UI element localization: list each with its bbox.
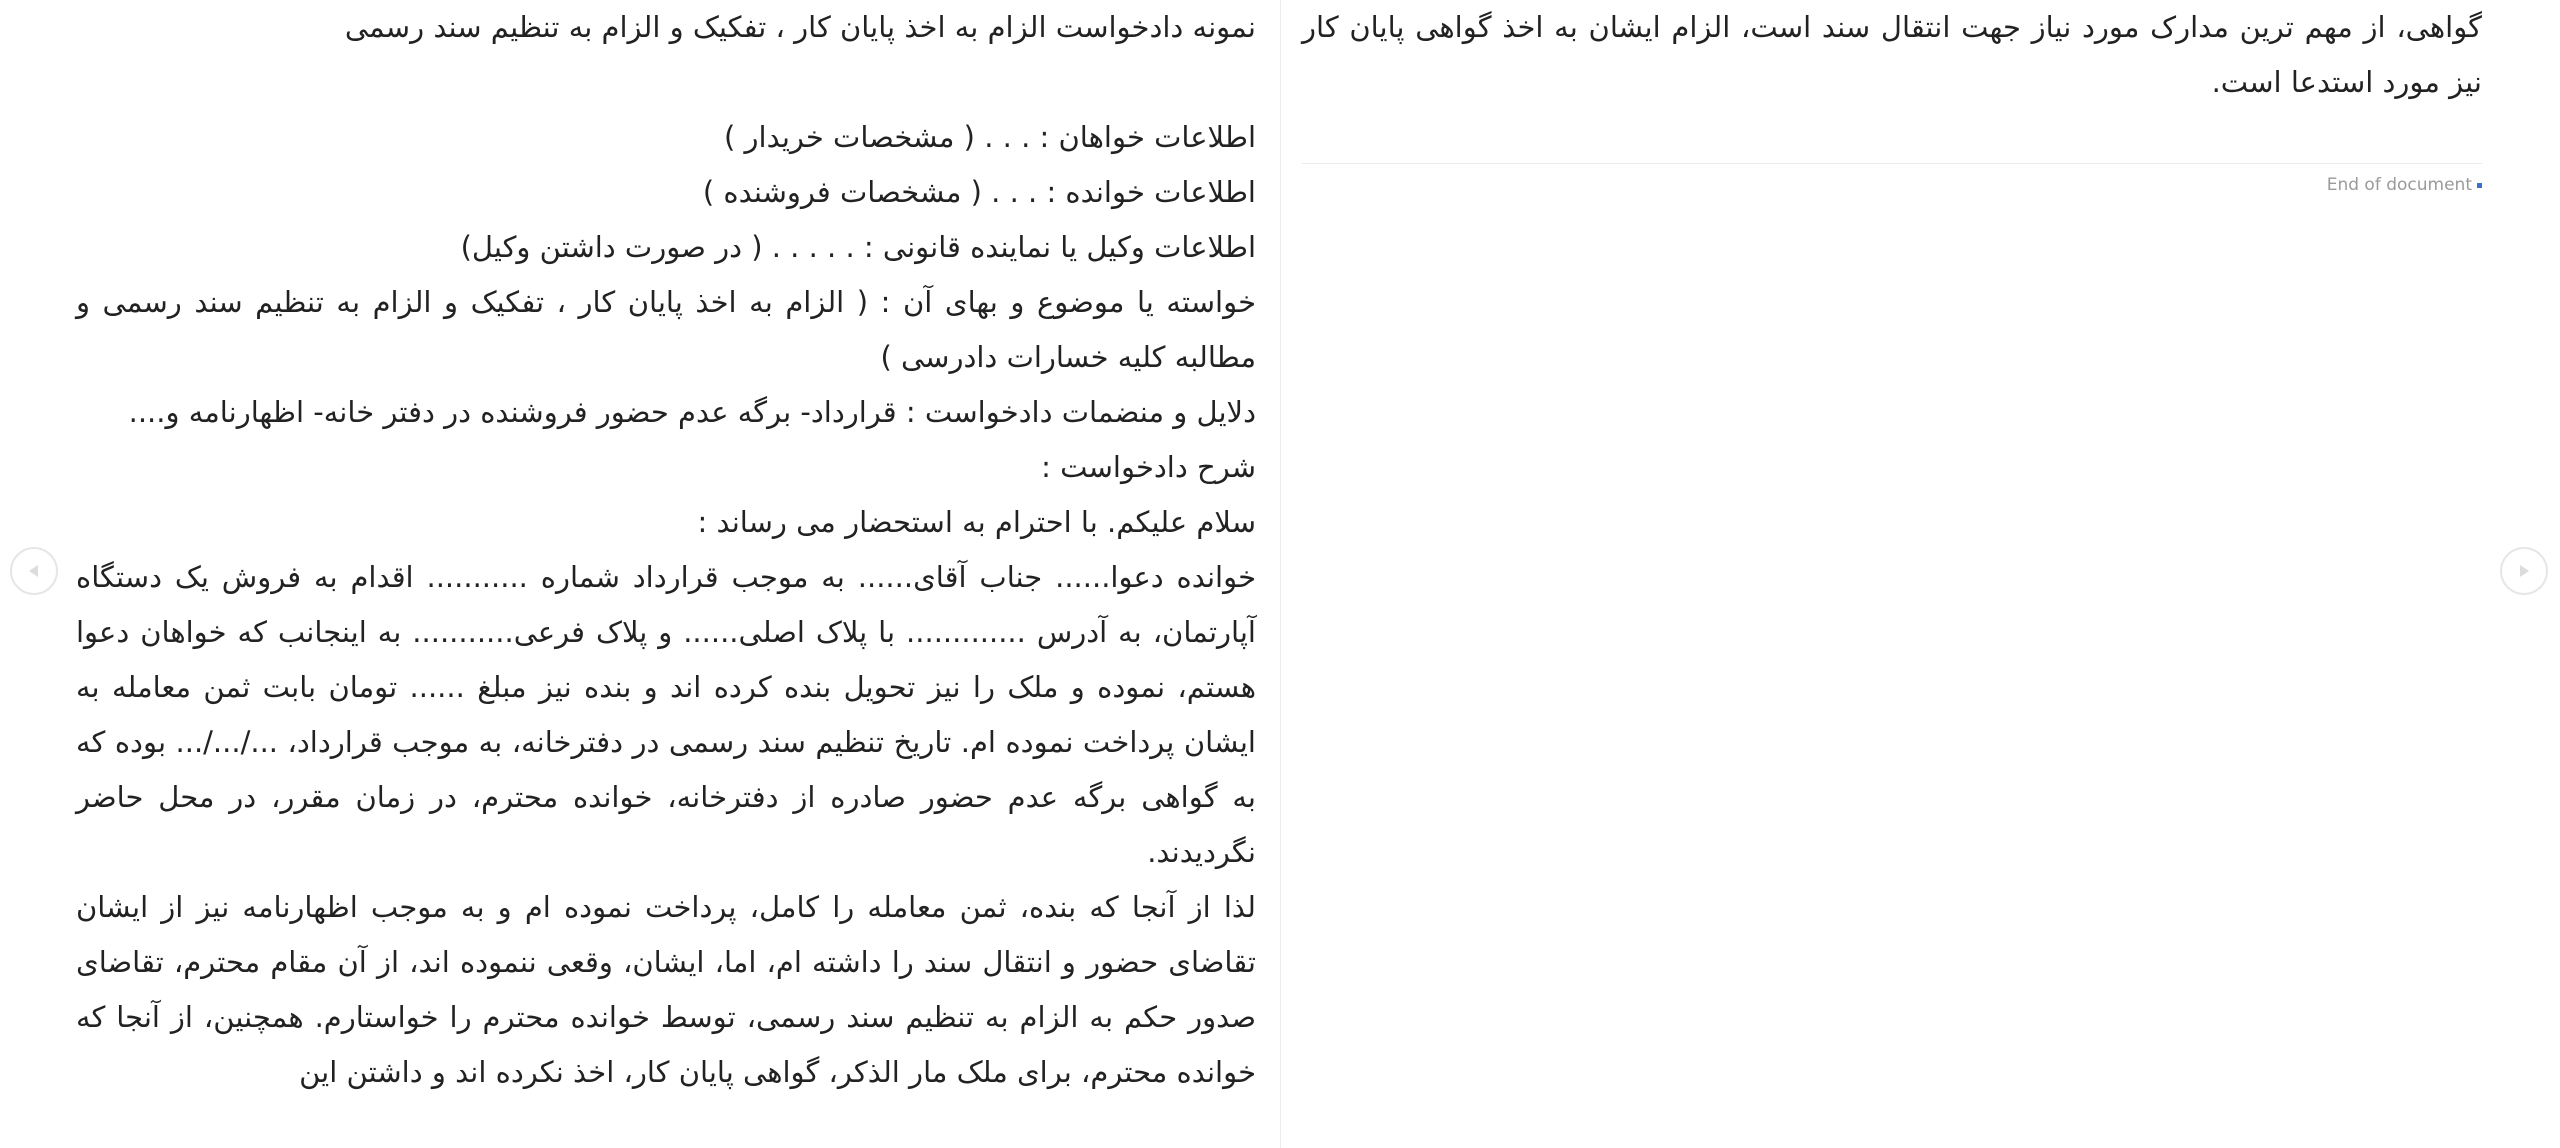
end-of-document-marker: [2300, 173, 2482, 197]
spacer: [76, 55, 1256, 110]
end-marker-dot-icon: [2477, 183, 2482, 188]
field-attorney: اطلاعات وکیل یا نماینده قانونی : . . . . . ( در صورت داشتن وکیل): [460, 230, 1256, 264]
page-divider: [1280, 0, 1281, 1148]
field-description-heading: شرح دادخواست :: [1041, 450, 1256, 484]
field-claim: خواسته یا موضوع و بهای آن : ( الزام به اخذ پایان کار ، تفکیک و الزام به تنظیم سند رسمی و مطالبه کلیه خسارات دادرسی ): [76, 285, 1256, 374]
previous-page-button[interactable]: [10, 547, 58, 595]
field-evidence: دلایل و منضمات دادخواست : قرارداد- برگه عدم حضور فروشنده در دفتر خانه- اظهارنامه و....: [128, 395, 1256, 429]
field-greeting: سلام علیکم. با احترام به استحضار می رساند :: [697, 505, 1256, 539]
field-plaintiff: اطلاعات خواهان : . . . ( مشخصات خریدار ): [724, 120, 1256, 154]
end-of-document-rule: [1302, 163, 2482, 164]
field-defendant: اطلاعات خوانده : . . . ( مشخصات فروشنده ): [702, 175, 1256, 209]
end-of-document-label: End of document: [2326, 175, 2472, 195]
body-paragraph-continued: گواهی، از مهم ترین مدارک مورد نیاز جهت انتقال سند است، الزام ایشان به اخذ گواهی پایان کار نیز مورد استدعا است.: [1302, 10, 2482, 99]
body-paragraph-2: لذا از آنجا که بنده، ثمن معامله را کامل، پرداخت نموده ام و به موجب اظهارنامه نیز از ایشان تقاضای حضور و انتقال سند را داشته ام، اما، ایشان، وقعی ننموده اند، از آن مقام محترم، تقاضای صدور حکم به الزام به تنظیم سند رسمی، توسط خوانده محترم را خواستارم. همچنین، از آنجا که خوانده محترم، برای ملک مار الذکر، گواهی پایان کار، اخذ نکرده اند و داشتن این: [76, 890, 1256, 1089]
next-page-button[interactable]: [2500, 547, 2548, 595]
body-paragraph-1: خوانده دعوا...... جناب آقای...... به موجب قرارداد شماره ........... اقدام به فروش یک دستگاه آپارتمان، به آدرس ............. با پلاک اصلی...... و پلاک فرعی........... به اینجانب که خواهان دعوا هستم، نموده و ملک را نیز تحویل بنده کرده اند و بنده نیز مبلغ ...... تومان بابت ثمن معامله به ایشان پرداخت نموده ام. تاریخ تنظیم سند رسمی در دفترخانه، به موجب قرارداد، .../.../... بوده که به گواهی برگه عدم حضور صادره از دفترخانه، خوانده محترم، در زمان مقرر، در محل حاضر نگردیدند.: [76, 560, 1256, 869]
document-page-right: [1302, 0, 2482, 110]
chevron-left-icon: [24, 561, 44, 581]
document-page-left: [76, 0, 1256, 1148]
document-title: نمونه دادخواست الزام به اخذ پایان کار ، تفکیک و الزام به تنظیم سند رسمی: [344, 10, 1256, 44]
chevron-right-icon: [2514, 561, 2534, 581]
